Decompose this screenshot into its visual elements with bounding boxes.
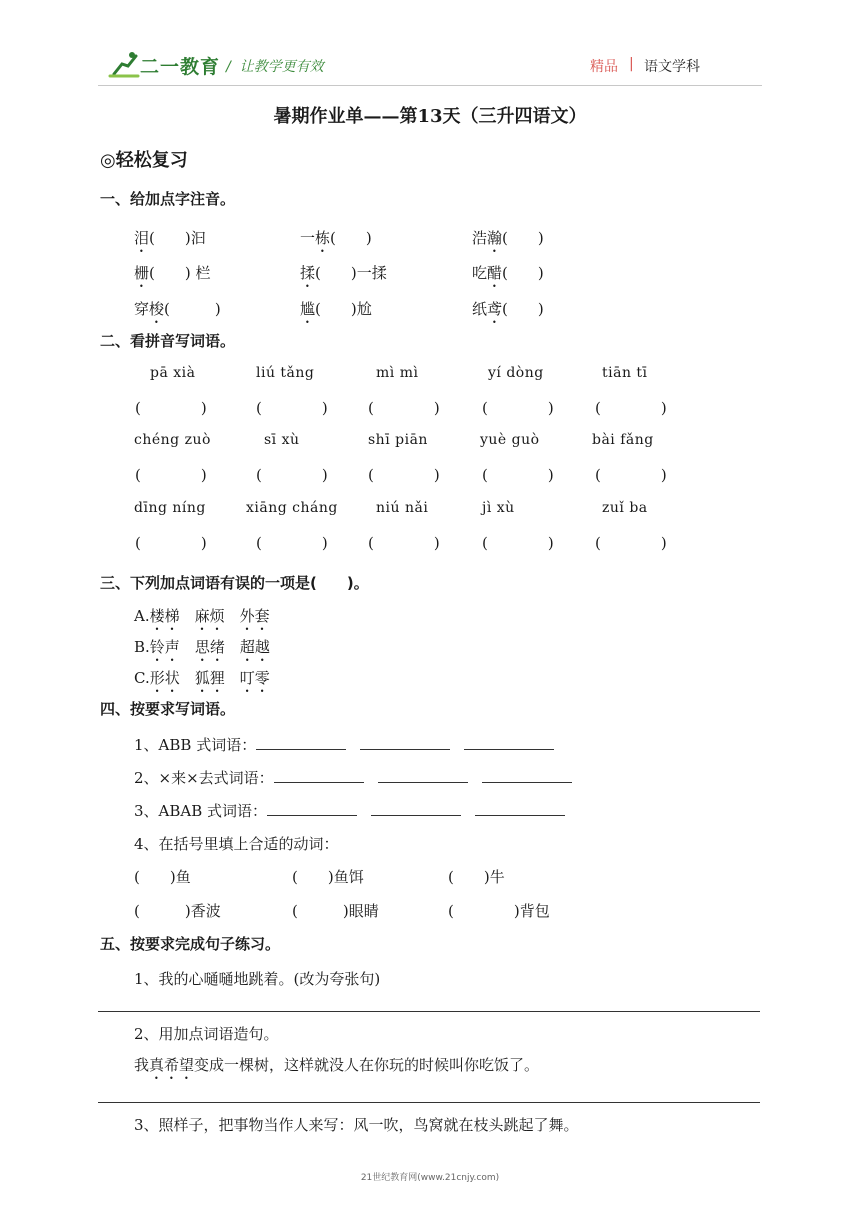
answer-paren: ( ): [595, 466, 667, 484]
pinyin: chéng zuò: [134, 432, 211, 448]
slogan-text: 让教学更有效: [239, 59, 324, 75]
answer-paren: ( ): [482, 466, 554, 484]
q1-item: 穿梭( ): [134, 300, 221, 318]
q3-option-b: B.铃声 思绪 超越: [134, 638, 270, 656]
q3-option-c: C.形状 狐狸 叮零: [134, 669, 270, 687]
answer-paren: ( ): [595, 534, 667, 552]
pinyin: liú tǎng: [256, 365, 315, 381]
q4-item1-label: 1、ABB 式词语：: [134, 736, 257, 754]
blank[interactable]: [464, 735, 554, 750]
subject-label: 语文学科: [644, 59, 700, 75]
pinyin: dīng níng: [134, 500, 206, 516]
pinyin: shī piān: [368, 432, 428, 448]
pinyin: yí dòng: [488, 365, 544, 381]
answer-paren: ( ): [368, 466, 440, 484]
q1-item: 泪( )汩: [134, 229, 206, 247]
answer-paren: ( ): [482, 534, 554, 552]
answer-line[interactable]: [98, 1011, 760, 1012]
q1-item: 一栋( ): [300, 229, 372, 247]
blank[interactable]: [274, 768, 364, 783]
page-title: 暑期作业单——第13天（三升四语文）: [273, 106, 587, 127]
pinyin: jì xù: [482, 500, 515, 516]
pinyin: zuǐ ba: [602, 500, 648, 516]
pinyin: xiāng cháng: [246, 500, 338, 516]
q1-item: 揉( )一揉: [300, 264, 387, 282]
answer-paren: ( ): [256, 466, 328, 484]
pinyin: bài fǎng: [592, 432, 654, 448]
q4-item2-label: 2、×来×去式词语：: [134, 769, 274, 787]
q4-item3: [134, 800, 579, 821]
answer-paren: ( ): [135, 399, 207, 417]
pinyin: tiān tī: [602, 365, 648, 381]
blank[interactable]: [475, 801, 565, 816]
verb-fill: ( )眼睛: [292, 902, 379, 920]
q4-heading: 四、按要求写词语。: [100, 700, 236, 718]
blank[interactable]: [360, 735, 450, 750]
q3-heading: 三、下列加点词语有误的一项是( )。: [100, 574, 369, 592]
q1-item: 栅( ) 栏: [134, 264, 211, 282]
verb-fill: ( )鱼: [134, 868, 191, 886]
q4-item1: [134, 734, 568, 755]
q5-item2: 2、用加点词语造句。: [134, 1025, 279, 1043]
pinyin: mì mì: [376, 365, 419, 381]
answer-paren: ( ): [256, 399, 328, 417]
blank[interactable]: [378, 768, 468, 783]
verb-fill: ( )鱼饵: [292, 868, 364, 886]
q5-heading: 五、按要求完成句子练习。: [100, 935, 281, 953]
answer-paren: ( ): [135, 466, 207, 484]
verb-fill: ( )背包: [448, 902, 550, 920]
blank[interactable]: [267, 801, 357, 816]
q1-item: 浩瀚( ): [472, 229, 544, 247]
q4-item4: 4、在括号里填上合适的动词：: [134, 835, 339, 853]
header-rule: [98, 85, 762, 86]
pinyin: sī xù: [264, 432, 300, 448]
premium-badge: 精品: [590, 59, 618, 75]
pinyin: yuè guò: [480, 432, 540, 448]
q1-item: 纸鸢( ): [472, 300, 544, 318]
answer-paren: ( ): [368, 534, 440, 552]
answer-paren: ( ): [135, 534, 207, 552]
answer-paren: ( ): [482, 399, 554, 417]
answer-paren: ( ): [368, 399, 440, 417]
q2-heading: 二、看拼音写词语。: [100, 332, 236, 350]
q5-item2-sentence: 我真希望变成一棵树，这样就没人在你玩的时候叫你吃饭了。: [134, 1056, 540, 1074]
q3-option-a: A.楼梯 麻烦 外套: [134, 607, 270, 625]
slogan: [226, 56, 324, 76]
blank[interactable]: [371, 801, 461, 816]
q4-item3-label: 3、ABAB 式词语：: [134, 802, 268, 820]
blank[interactable]: [256, 735, 346, 750]
answer-paren: ( ): [595, 399, 667, 417]
section-heading: ◎轻松复习: [100, 150, 188, 171]
footer-source: 21世纪教育网(www.21cnjy.com): [360, 1173, 500, 1183]
q1-item: 尴( )尬: [300, 300, 372, 318]
q5-item1: 1、我的心嗵嗵地跳着。(改为夸张句): [134, 970, 381, 988]
verb-fill: ( )牛: [448, 868, 505, 886]
runner-logo-icon: [108, 50, 142, 80]
pinyin: pā xià: [150, 365, 196, 381]
header-separator: /: [226, 59, 231, 75]
answer-line[interactable]: [98, 1102, 760, 1103]
q1-heading: 一、给加点字注音。: [100, 190, 236, 208]
q1-item: 吃醋( ): [472, 264, 544, 282]
answer-paren: ( ): [256, 534, 328, 552]
blank[interactable]: [482, 768, 572, 783]
q4-item2: [134, 767, 586, 788]
logo-text: 二一教育: [140, 56, 221, 78]
pinyin: niú nǎi: [376, 500, 429, 516]
verb-fill: ( )香波: [134, 902, 221, 920]
header-divider: |: [629, 56, 634, 72]
q5-item3: 3、照样子，把事物当作人来写：风一吹，鸟窝就在枝头跳起了舞。: [134, 1116, 579, 1134]
